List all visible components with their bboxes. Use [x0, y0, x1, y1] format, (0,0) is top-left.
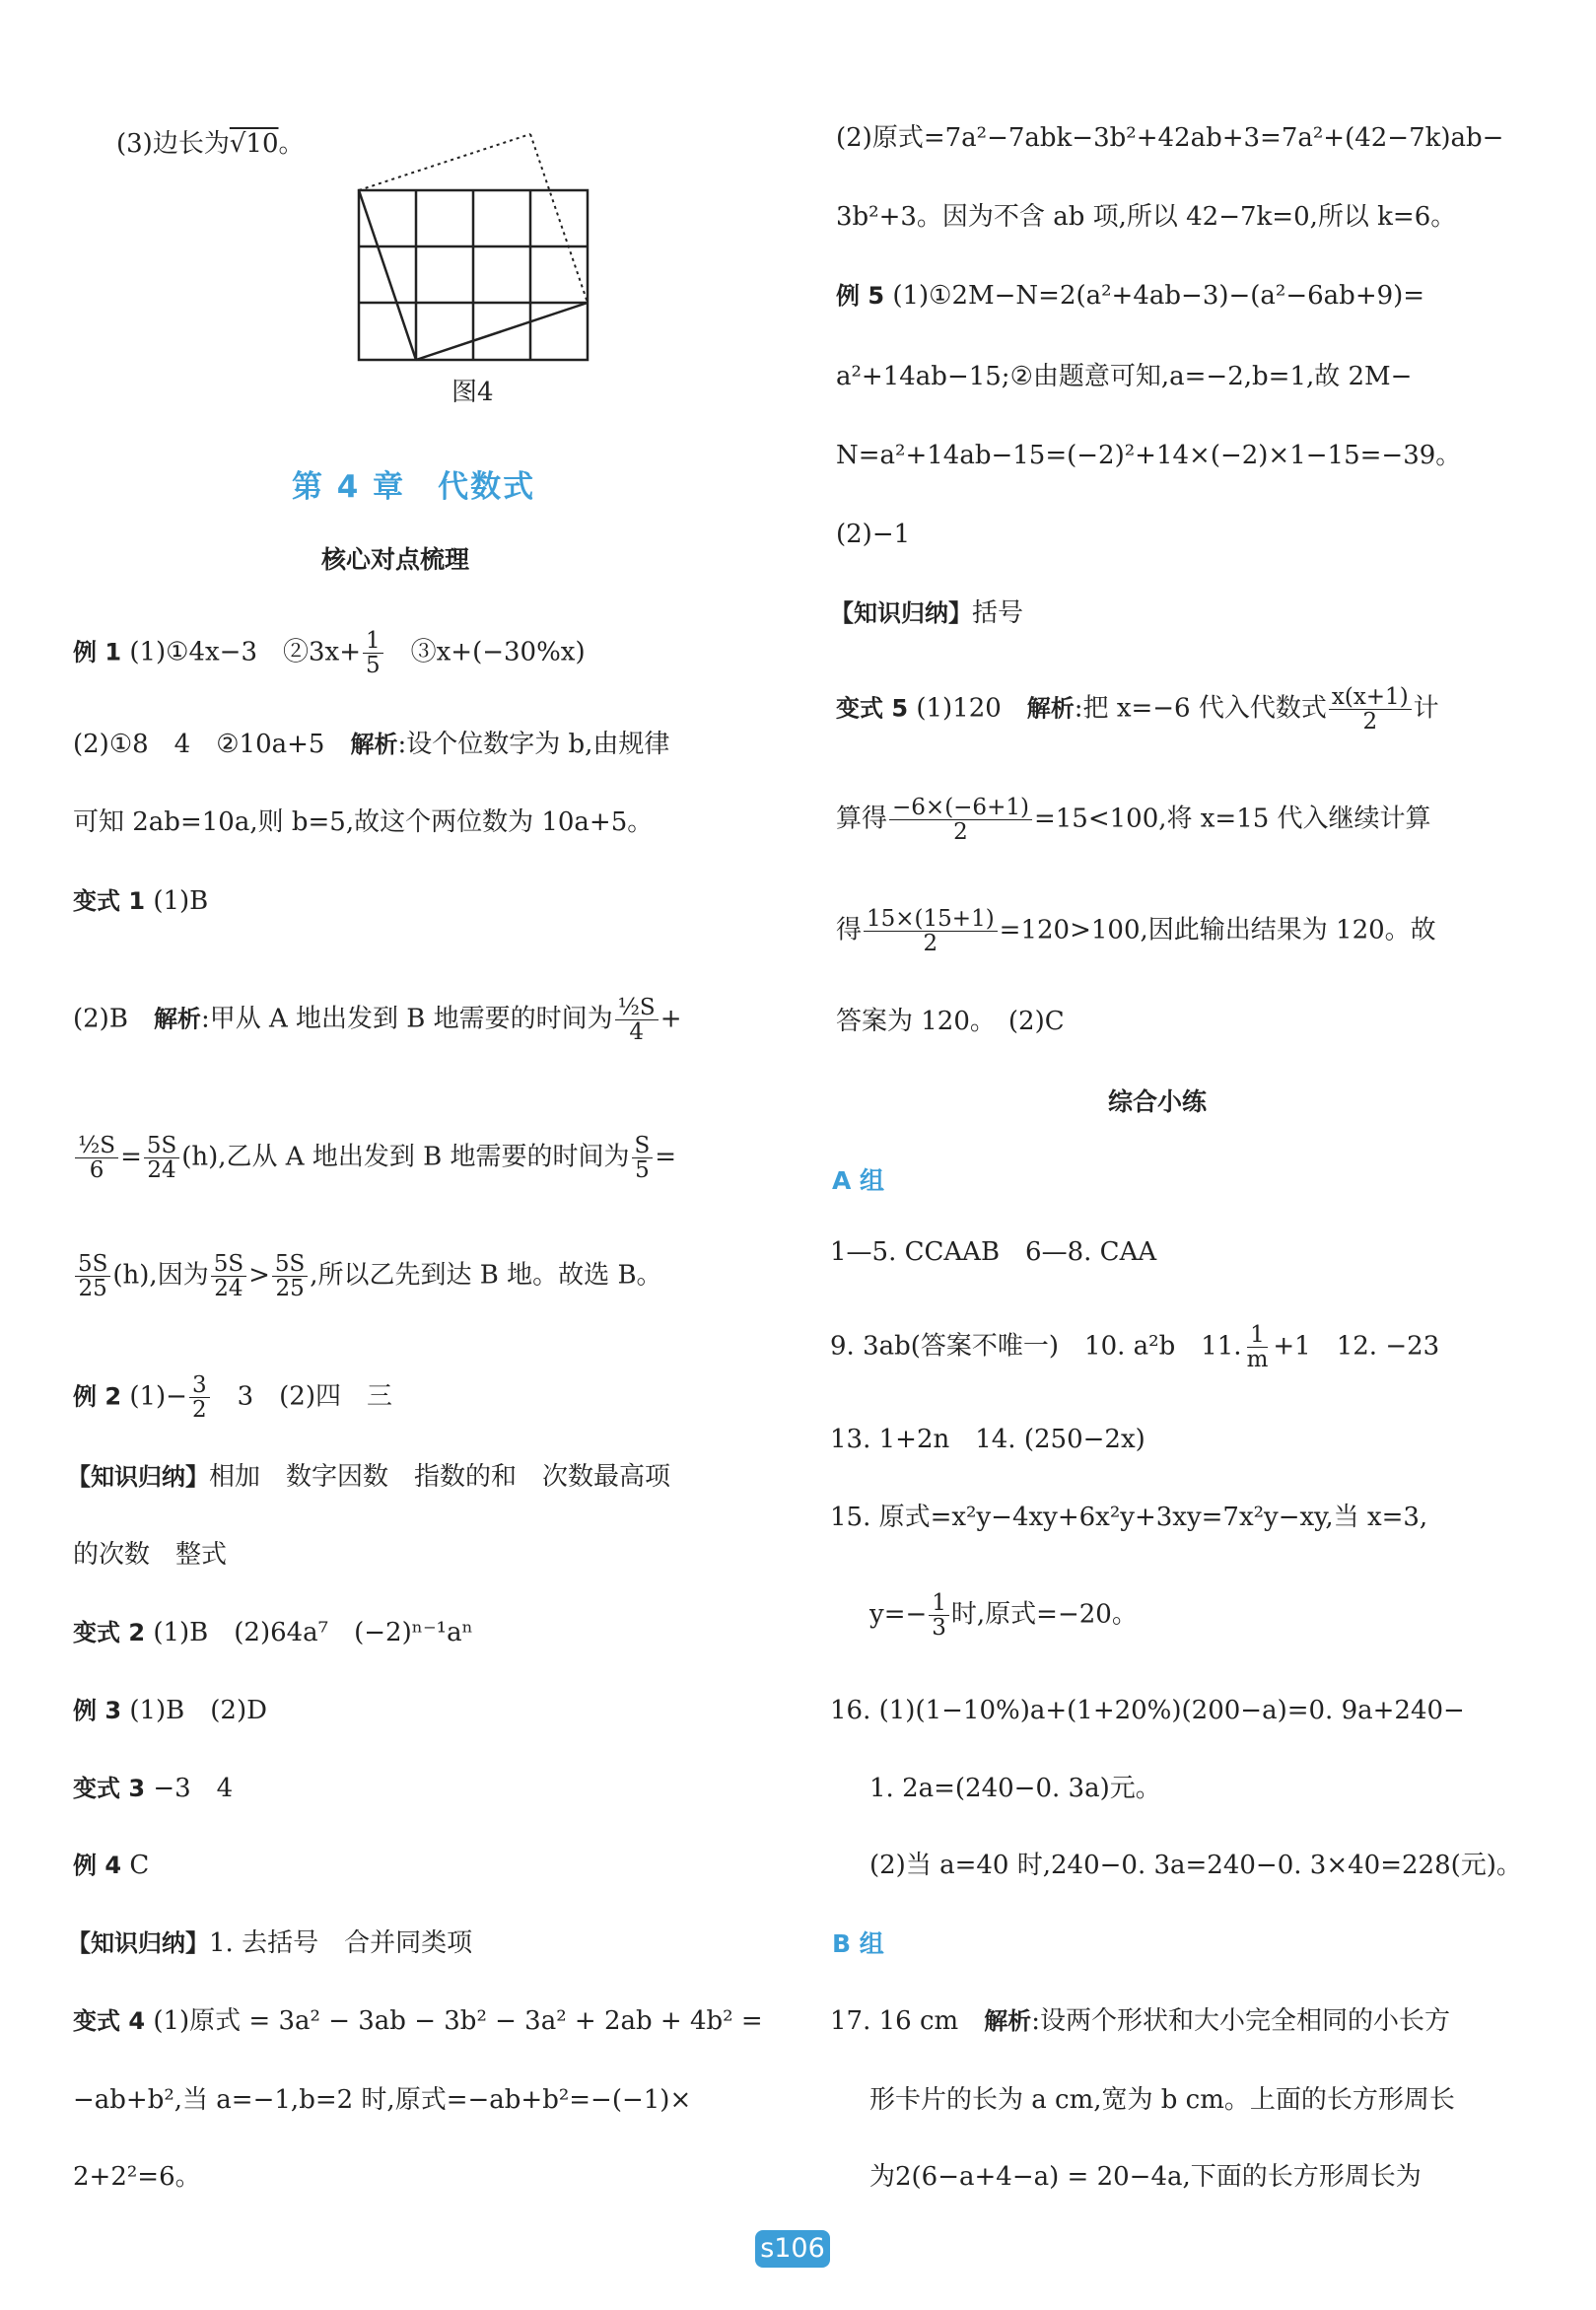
frac-den: 24: [214, 1276, 243, 1302]
text: :把 x=−6 代入代数式: [1074, 693, 1327, 724]
group-a-heading: A 组: [832, 1166, 885, 1195]
text: =15<100,将 x=15 代入继续计算: [1033, 804, 1431, 834]
fraction: [889, 796, 1032, 844]
frac-num: S: [632, 1134, 654, 1158]
text: 算得: [836, 804, 888, 834]
knowledge-summary-1b: 的次数 整式: [73, 1540, 228, 1570]
group-a-line-5: [869, 1591, 1138, 1640]
frac-num: 5S: [75, 1252, 110, 1277]
frac-num: ½S: [75, 1134, 118, 1158]
frac-den: 24: [147, 1157, 176, 1184]
example-4-line: [73, 1846, 149, 1885]
text: ,所以乙先到达 B 地。故选 B。: [310, 1260, 662, 1291]
frac-den: 6: [89, 1157, 104, 1184]
page-number: s106: [755, 2230, 830, 2268]
variant-1-part3: [73, 1134, 676, 1182]
variant-5-label: 变式 5: [836, 694, 909, 723]
text: 1. 去括号 合并同类项: [209, 1928, 473, 1958]
group-b-line-3: 为2(6−a+4−a) = 20−4a,下面的长方形周长为: [869, 2162, 1422, 2192]
example-1-text-b: ③x+(−30%x): [384, 637, 586, 667]
fraction: [75, 1252, 110, 1300]
knowledge-summary-1: [67, 1457, 670, 1497]
example-3-line: [73, 1691, 267, 1730]
knowledge-summary-3: [830, 594, 1023, 633]
text: 3 (2)四 三: [211, 1381, 392, 1412]
frac-num: 15×(15+1): [864, 907, 998, 932]
frac-den: 5: [366, 653, 381, 679]
fraction: [1244, 1323, 1272, 1371]
frac-den: 3: [932, 1615, 946, 1642]
group-a-line-2: [830, 1323, 1439, 1371]
text: +: [659, 1004, 682, 1034]
text: 括号: [972, 598, 1024, 628]
right-line-8: [836, 796, 1431, 844]
variant-1-part2: [73, 996, 682, 1044]
knowledge-label: 【知识归纳】: [67, 1463, 209, 1491]
text: −3 4: [145, 1774, 234, 1803]
text: (1)B (2)D: [121, 1696, 267, 1725]
frac-den: 2: [1362, 709, 1378, 735]
frac-num: x(x+1): [1329, 685, 1412, 710]
variant-2-line: [73, 1613, 473, 1652]
frac-den: 5: [635, 1157, 650, 1184]
grid-figure: [345, 128, 601, 365]
fraction: [211, 1252, 246, 1300]
frac-den: 2: [191, 1397, 207, 1424]
frac-num: −6×(−6+1): [889, 796, 1032, 820]
group-a-line-3: 13. 1+2n 14. (250−2x): [830, 1425, 1145, 1454]
frac-num: 3: [189, 1373, 210, 1398]
fraction: [272, 1252, 308, 1300]
frac-den: 25: [78, 1276, 107, 1302]
analysis-label: 解析: [984, 2007, 1032, 2035]
figure-intro: [116, 124, 305, 164]
frac-num: 5S: [144, 1134, 179, 1158]
fraction: [75, 1134, 118, 1182]
text: (2)B: [73, 1004, 154, 1034]
knowledge-label: 【知识归纳】: [67, 1929, 209, 1957]
text: :设两个形状和大小完全相同的小长方: [1031, 2006, 1450, 2036]
frac-den: m: [1246, 1347, 1269, 1373]
text: (1)120: [908, 693, 1027, 724]
variant-5-line: [836, 685, 1439, 734]
right-line-5: N=a²+14ab−15=(−2)²+14×(−2)×1−15=−39。: [836, 441, 1462, 470]
frac-num: 5S: [211, 1252, 246, 1277]
variant-2-label: 变式 2: [73, 1619, 146, 1646]
frac-num: 5S: [272, 1252, 308, 1277]
text: (1)B: [145, 886, 209, 916]
right-line-4: a²+14ab−15;②由题意可知,a=−2,b=1,故 2M−: [836, 362, 1413, 391]
analysis-label: 解析: [1026, 694, 1075, 723]
fraction: [1329, 685, 1412, 734]
variant-4-line3: 2+2²=6。: [73, 2162, 201, 2192]
variant-1-line: [73, 881, 208, 921]
right-line-9: [836, 907, 1436, 955]
example-3-label: 例 3: [73, 1697, 122, 1724]
text: 9. 3ab(答案不唯一) 10. a²b 11.: [830, 1331, 1242, 1362]
text: (1)B (2)64a⁷ (−2)ⁿ⁻¹aⁿ: [145, 1618, 473, 1647]
right-line-6: (2)−1: [836, 520, 911, 549]
text: 相加 数字因数 指数的和 次数最高项: [209, 1462, 671, 1492]
group-a-line-7: 1. 2a=(240−0. 3a)元。: [869, 1774, 1161, 1803]
group-a-line-1: 1—5. CCAAB 6—8. CAA: [830, 1237, 1157, 1267]
fraction: [144, 1134, 179, 1182]
group-a-line-8: (2)当 a=40 时,240−0. 3a=240−0. 3×40=228(元)。: [869, 1851, 1522, 1880]
right-line-1: (2)原式=7a²−7abk−3b²+42ab+3=7a²+(42−7k)ab−: [836, 123, 1504, 153]
example-4-label: 例 4: [73, 1852, 122, 1879]
text: =: [655, 1142, 677, 1172]
variant-3-line: [73, 1769, 233, 1808]
variant-4-line2: −ab+b²,当 a=−1,b=2 时,原式=−ab+b²=−(−1)×: [73, 2085, 692, 2115]
section-heading-left: 核心对点梳理: [321, 545, 470, 574]
example-1-label: 例 1: [73, 638, 122, 666]
text: 时,原式=−20。: [950, 1599, 1138, 1630]
text: y=−: [869, 1599, 928, 1630]
example-2-label: 例 2: [73, 1382, 122, 1411]
text: +1 12. −23: [1273, 1331, 1440, 1362]
fraction: [189, 1373, 210, 1422]
example-5-label: 例 5: [836, 282, 885, 310]
figure-caption: 图4: [451, 378, 494, 407]
section-heading-right: 综合小练: [1108, 1087, 1208, 1116]
chapter-title: 第 4 章 代数式: [292, 469, 536, 505]
text: (1)−: [121, 1381, 187, 1412]
frac-num: ½S: [615, 996, 659, 1020]
example-1-part3: 可知 2ab=10a,则 b=5,故这个两位数为 10a+5。: [73, 807, 654, 837]
sqrt-ten: √10: [229, 129, 279, 159]
text: >: [248, 1260, 270, 1291]
text: C: [121, 1851, 150, 1880]
analysis-label: 解析: [350, 731, 398, 758]
right-line-2: 3b²+3。因为不含 ab 项,所以 42−7k=0,所以 k=6。: [836, 202, 1457, 232]
fraction: [864, 907, 998, 955]
right-line-10: 答案为 120。 (2)C: [836, 1007, 1065, 1036]
text: (h),因为: [112, 1260, 209, 1291]
frac-num: 1: [1247, 1323, 1268, 1348]
frac-den: 4: [629, 1019, 644, 1046]
group-a-line-4: 15. 原式=x²y−4xy+6x²y+3xy=7x²y−xy,当 x=3,: [830, 1503, 1428, 1532]
fraction: [363, 629, 383, 677]
example-5-line: [836, 276, 1424, 315]
group-b-heading: B 组: [832, 1929, 884, 1958]
text: :甲从 A 地出发到 B 地需要的时间为: [200, 1004, 613, 1034]
text: 得: [836, 915, 863, 945]
example-1-part2: [73, 725, 669, 764]
text: (2)①8 4 ②10a+5: [73, 730, 351, 759]
text: =120>100,因此输出结果为 120。故: [999, 915, 1436, 945]
variant-1-label: 变式 1: [73, 887, 146, 915]
example-2-line: [73, 1373, 392, 1422]
text: (1)原式 = 3a² − 3ab − 3b² − 3a² + 2ab + 4b² =: [145, 2006, 763, 2036]
knowledge-label: 【知识归纳】: [830, 599, 972, 627]
frac-num: 1: [929, 1591, 949, 1616]
example-1-line: [73, 629, 586, 677]
knowledge-summary-2: [67, 1924, 472, 1963]
text: (h),乙从 A 地出发到 B 地需要的时间为: [181, 1142, 630, 1172]
figure-intro-end: 。: [278, 129, 305, 159]
variant-4-label: 变式 4: [73, 2007, 146, 2035]
frac-num: 1: [363, 629, 383, 654]
text: (1)①2M−N=2(a²+4ab−3)−(a²−6ab+9)=: [884, 281, 1425, 311]
group-b-line-2: 形卡片的长为 a cm,宽为 b cm。上面的长方形周长: [869, 2085, 1455, 2115]
fraction: [615, 996, 659, 1044]
fraction: [632, 1134, 654, 1182]
variant-3-label: 变式 3: [73, 1775, 146, 1802]
analysis-label: 解析: [153, 1005, 201, 1033]
variant-4-line: [73, 2001, 763, 2041]
text: =: [120, 1142, 142, 1172]
text: 计: [1413, 693, 1439, 724]
example-1-text-a: (1)①4x−3 ②3x+: [129, 637, 361, 667]
figure-intro-text: (3)边长为: [116, 129, 230, 159]
frac-den: 25: [275, 1276, 305, 1302]
variant-1-part4: [73, 1252, 662, 1300]
frac-den: 2: [953, 819, 968, 846]
group-b-line-1: [830, 2001, 1450, 2041]
fraction: [929, 1591, 949, 1640]
text: 17. 16 cm: [830, 2006, 985, 2036]
text: :设个位数字为 b,由规律: [397, 730, 670, 759]
frac-den: 2: [923, 931, 938, 957]
group-a-line-6: 16. (1)(1−10%)a+(1+20%)(200−a)=0. 9a+240−: [830, 1696, 1465, 1725]
